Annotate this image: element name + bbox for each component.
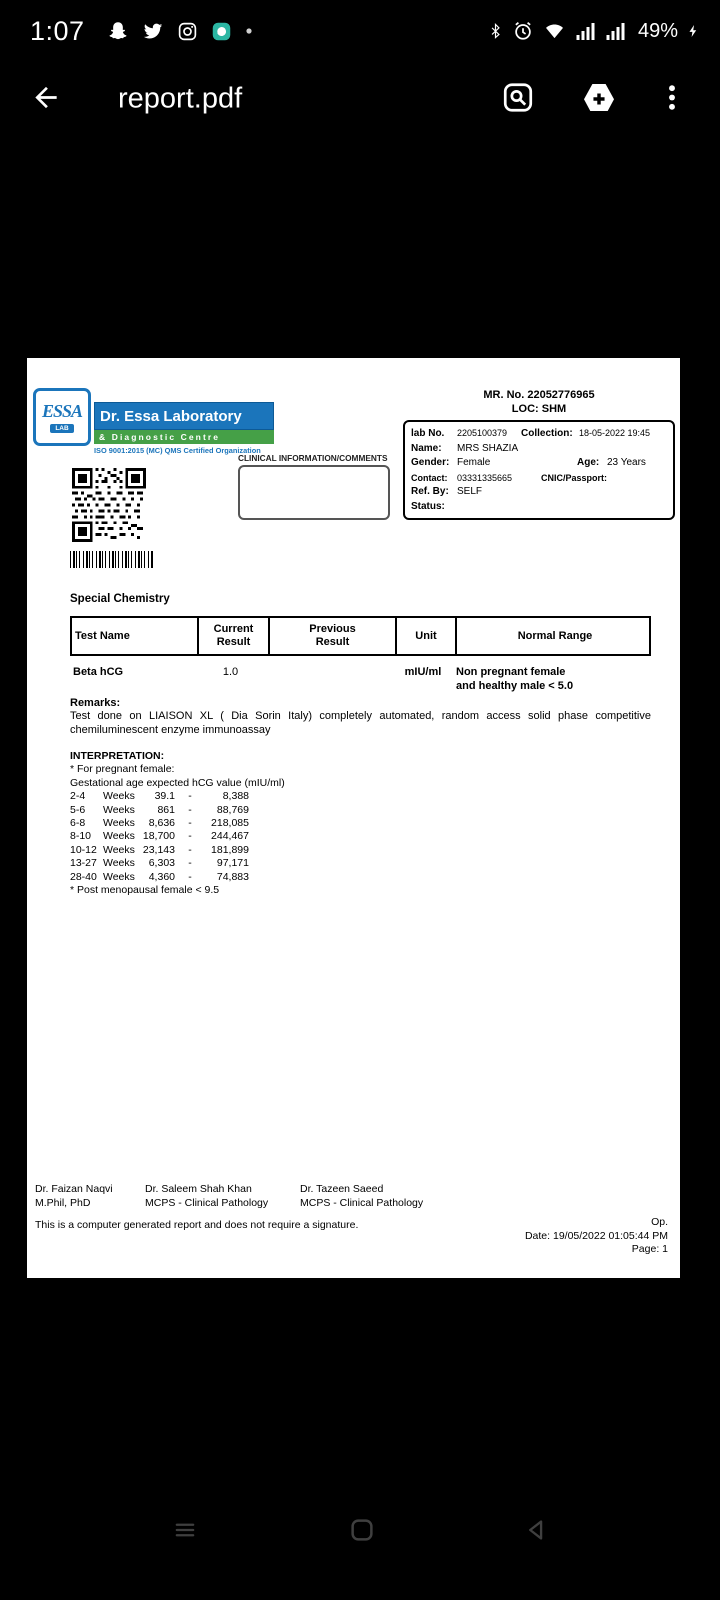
post-menopausal-note: * Post menopausal female < 9.5 — [70, 884, 220, 897]
ref-by-label: Ref. By: — [411, 486, 449, 498]
signatory-name: Dr. Saleem Shah Khan — [145, 1183, 252, 1195]
lab-no-label: lab No. — [411, 428, 445, 439]
system-status-icons — [488, 20, 700, 43]
home-button[interactable] — [341, 1509, 383, 1554]
status-label: Status: — [411, 500, 445, 512]
search-in-document-button[interactable] — [496, 76, 540, 123]
add-to-drive-icon — [580, 80, 618, 119]
interpretation-row: 2-4 Weeks 39.1 - 8,388 — [70, 790, 249, 803]
gestational-note: Gestational age expected hCG value (mIU/ml) — [70, 776, 285, 789]
signatory — [35, 1183, 145, 1210]
patient-row-labno — [411, 427, 667, 440]
unit-cell: mIU/ml — [404, 666, 442, 678]
signatory — [145, 1183, 300, 1210]
interpretation-title: INTERPRETATION: — [70, 750, 165, 762]
current-result-cell: 1.0 — [222, 666, 239, 678]
add-to-drive-button[interactable] — [576, 76, 622, 123]
interpretation-row: 10-12 Weeks 23,143 - 181,899 — [70, 843, 249, 856]
chat-app-icon — [211, 21, 232, 42]
interpretation-section — [70, 750, 285, 897]
remarks-text: Test done on LIAISON XL ( Dia Sorin Italy) completely automated, random access solid phase competitive chemiluminescent enzyme immunoassay — [70, 710, 651, 736]
signatory-name: Dr. Tazeen Saeed — [300, 1183, 384, 1195]
lab-iso-certification: ISO 9001:2015 (MC) QMS Certified Organization — [94, 446, 261, 455]
footer-op: Op. — [651, 1216, 668, 1228]
lab-logo-sub: LAB — [50, 424, 73, 433]
normal-range-line1: Non pregnant female — [456, 666, 566, 678]
name-label: Name: — [411, 442, 442, 454]
clinical-info-label: CLINICAL INFORMATION/COMMENTS — [238, 453, 388, 463]
age-label: Age: — [577, 457, 600, 469]
signatory — [300, 1183, 455, 1210]
lab-logo — [33, 388, 91, 446]
twitter-icon — [142, 20, 164, 42]
lab-banner — [94, 402, 274, 455]
normal-range-cell — [453, 666, 651, 694]
interpretation-row: 5-6 Weeks 861 - 88,769 — [70, 803, 249, 816]
collection-label: Collection: — [521, 428, 573, 439]
header-normal-range: Normal Range — [455, 618, 653, 654]
interpretation-row: 6-8 Weeks 8,636 - 218,085 — [70, 817, 249, 830]
notification-icons — [107, 20, 253, 42]
lab-subtitle: & Diagnostic Centre — [94, 430, 274, 444]
interpretation-row: 28-40 Weeks 4,360 - 74,883 — [70, 870, 249, 883]
lab-logo-text: ESSA — [41, 401, 83, 421]
bluetooth-icon — [488, 20, 503, 42]
signatory-qualification: M.Phil, PhD — [35, 1196, 91, 1209]
recents-icon — [169, 1516, 201, 1547]
alarm-icon — [512, 20, 534, 42]
interpretation-row: 8-10 Weeks 18,700 - 244,467 — [70, 830, 249, 843]
recents-button[interactable] — [163, 1510, 207, 1553]
wifi-icon — [543, 21, 566, 41]
footer-meta — [525, 1216, 668, 1257]
instagram-icon — [177, 21, 198, 42]
more-options-icon — [656, 82, 688, 117]
test-name-cell: Beta hCG — [73, 666, 124, 678]
back-nav-button[interactable] — [517, 1510, 557, 1553]
patient-row-contact — [411, 472, 667, 484]
results-table-header — [70, 616, 651, 656]
pdf-page[interactable] — [27, 358, 680, 1278]
ref-by-value: SELF — [457, 486, 483, 498]
lab-no-value: 2205100379 — [457, 428, 508, 438]
back-arrow-icon — [30, 82, 62, 117]
search-in-document-icon — [500, 80, 536, 119]
contact-value: 03331335665 — [457, 472, 513, 483]
signatory-qualification: MCPS - Clinical Pathology — [300, 1196, 424, 1209]
table-row — [70, 656, 651, 694]
footer-disclaimer: This is a computer generated report and does not require a signature. — [35, 1219, 359, 1231]
collection-value: 18-05-2022 19:45 — [579, 428, 651, 438]
cellular-signal-icon — [575, 21, 596, 41]
gender-value: Female — [457, 457, 491, 469]
footer-page: Page: 1 — [631, 1243, 668, 1255]
back-button[interactable] — [26, 78, 66, 121]
patient-row-gender — [411, 457, 667, 469]
remarks-section — [70, 696, 651, 737]
status-bar — [0, 0, 720, 62]
notification-overflow-dot — [245, 27, 253, 35]
header-previous-result: Previous Result — [268, 618, 395, 654]
name-value: MRS SHAZIA — [457, 442, 519, 454]
location-code: LOC: SHM — [511, 403, 567, 415]
navigation-bar — [0, 1498, 720, 1564]
results-table — [70, 616, 651, 694]
barcode — [70, 551, 154, 568]
cellular-signal-icon — [605, 21, 626, 41]
pregnant-note: * For pregnant female: — [70, 763, 175, 776]
document-title: report.pdf — [118, 82, 243, 115]
patient-row-refby — [411, 486, 667, 498]
gender-label: Gender: — [411, 457, 450, 469]
mr-number-block — [403, 388, 675, 416]
remarks-label: Remarks: — [70, 697, 121, 709]
snapchat-icon — [107, 20, 129, 42]
app-bar — [0, 62, 720, 136]
signatory-name: Dr. Faizan Naqvi — [35, 1183, 113, 1195]
mr-number: MR. No. 22052776965 — [483, 389, 595, 401]
patient-row-status — [411, 501, 667, 513]
patient-row-name — [411, 443, 667, 455]
clock-time: 1:07 — [30, 15, 85, 46]
cnic-label: CNIC/Passport: — [541, 472, 608, 483]
signatories — [35, 1183, 665, 1210]
lab-name: Dr. Essa Laboratory — [94, 402, 274, 430]
age-value: 23 Years — [607, 457, 646, 469]
header-test-name: Test Name — [75, 629, 130, 642]
more-options-button[interactable] — [652, 78, 692, 121]
contact-label: Contact: — [411, 472, 448, 483]
footer-date: Date: 19/05/2022 01:05:44 PM — [524, 1229, 668, 1242]
back-triangle-icon — [523, 1516, 551, 1547]
normal-range-line2: and healthy male < 5.0 — [456, 679, 574, 692]
signatory-qualification: MCPS - Clinical Pathology — [145, 1196, 269, 1209]
clinical-info-box — [238, 465, 390, 520]
header-current-result: Current Result — [197, 618, 268, 654]
home-icon — [347, 1515, 377, 1548]
battery-charging-bolt-icon — [687, 21, 700, 41]
battery-percent: 49% — [637, 19, 678, 42]
interpretation-row: 13-27 Weeks 6,303 - 97,171 — [70, 857, 249, 870]
previous-result-cell — [266, 666, 393, 694]
header-unit: Unit — [395, 618, 455, 654]
qr-code — [72, 468, 146, 542]
section-title: Special Chemistry — [70, 593, 170, 605]
patient-info-box — [403, 420, 675, 520]
